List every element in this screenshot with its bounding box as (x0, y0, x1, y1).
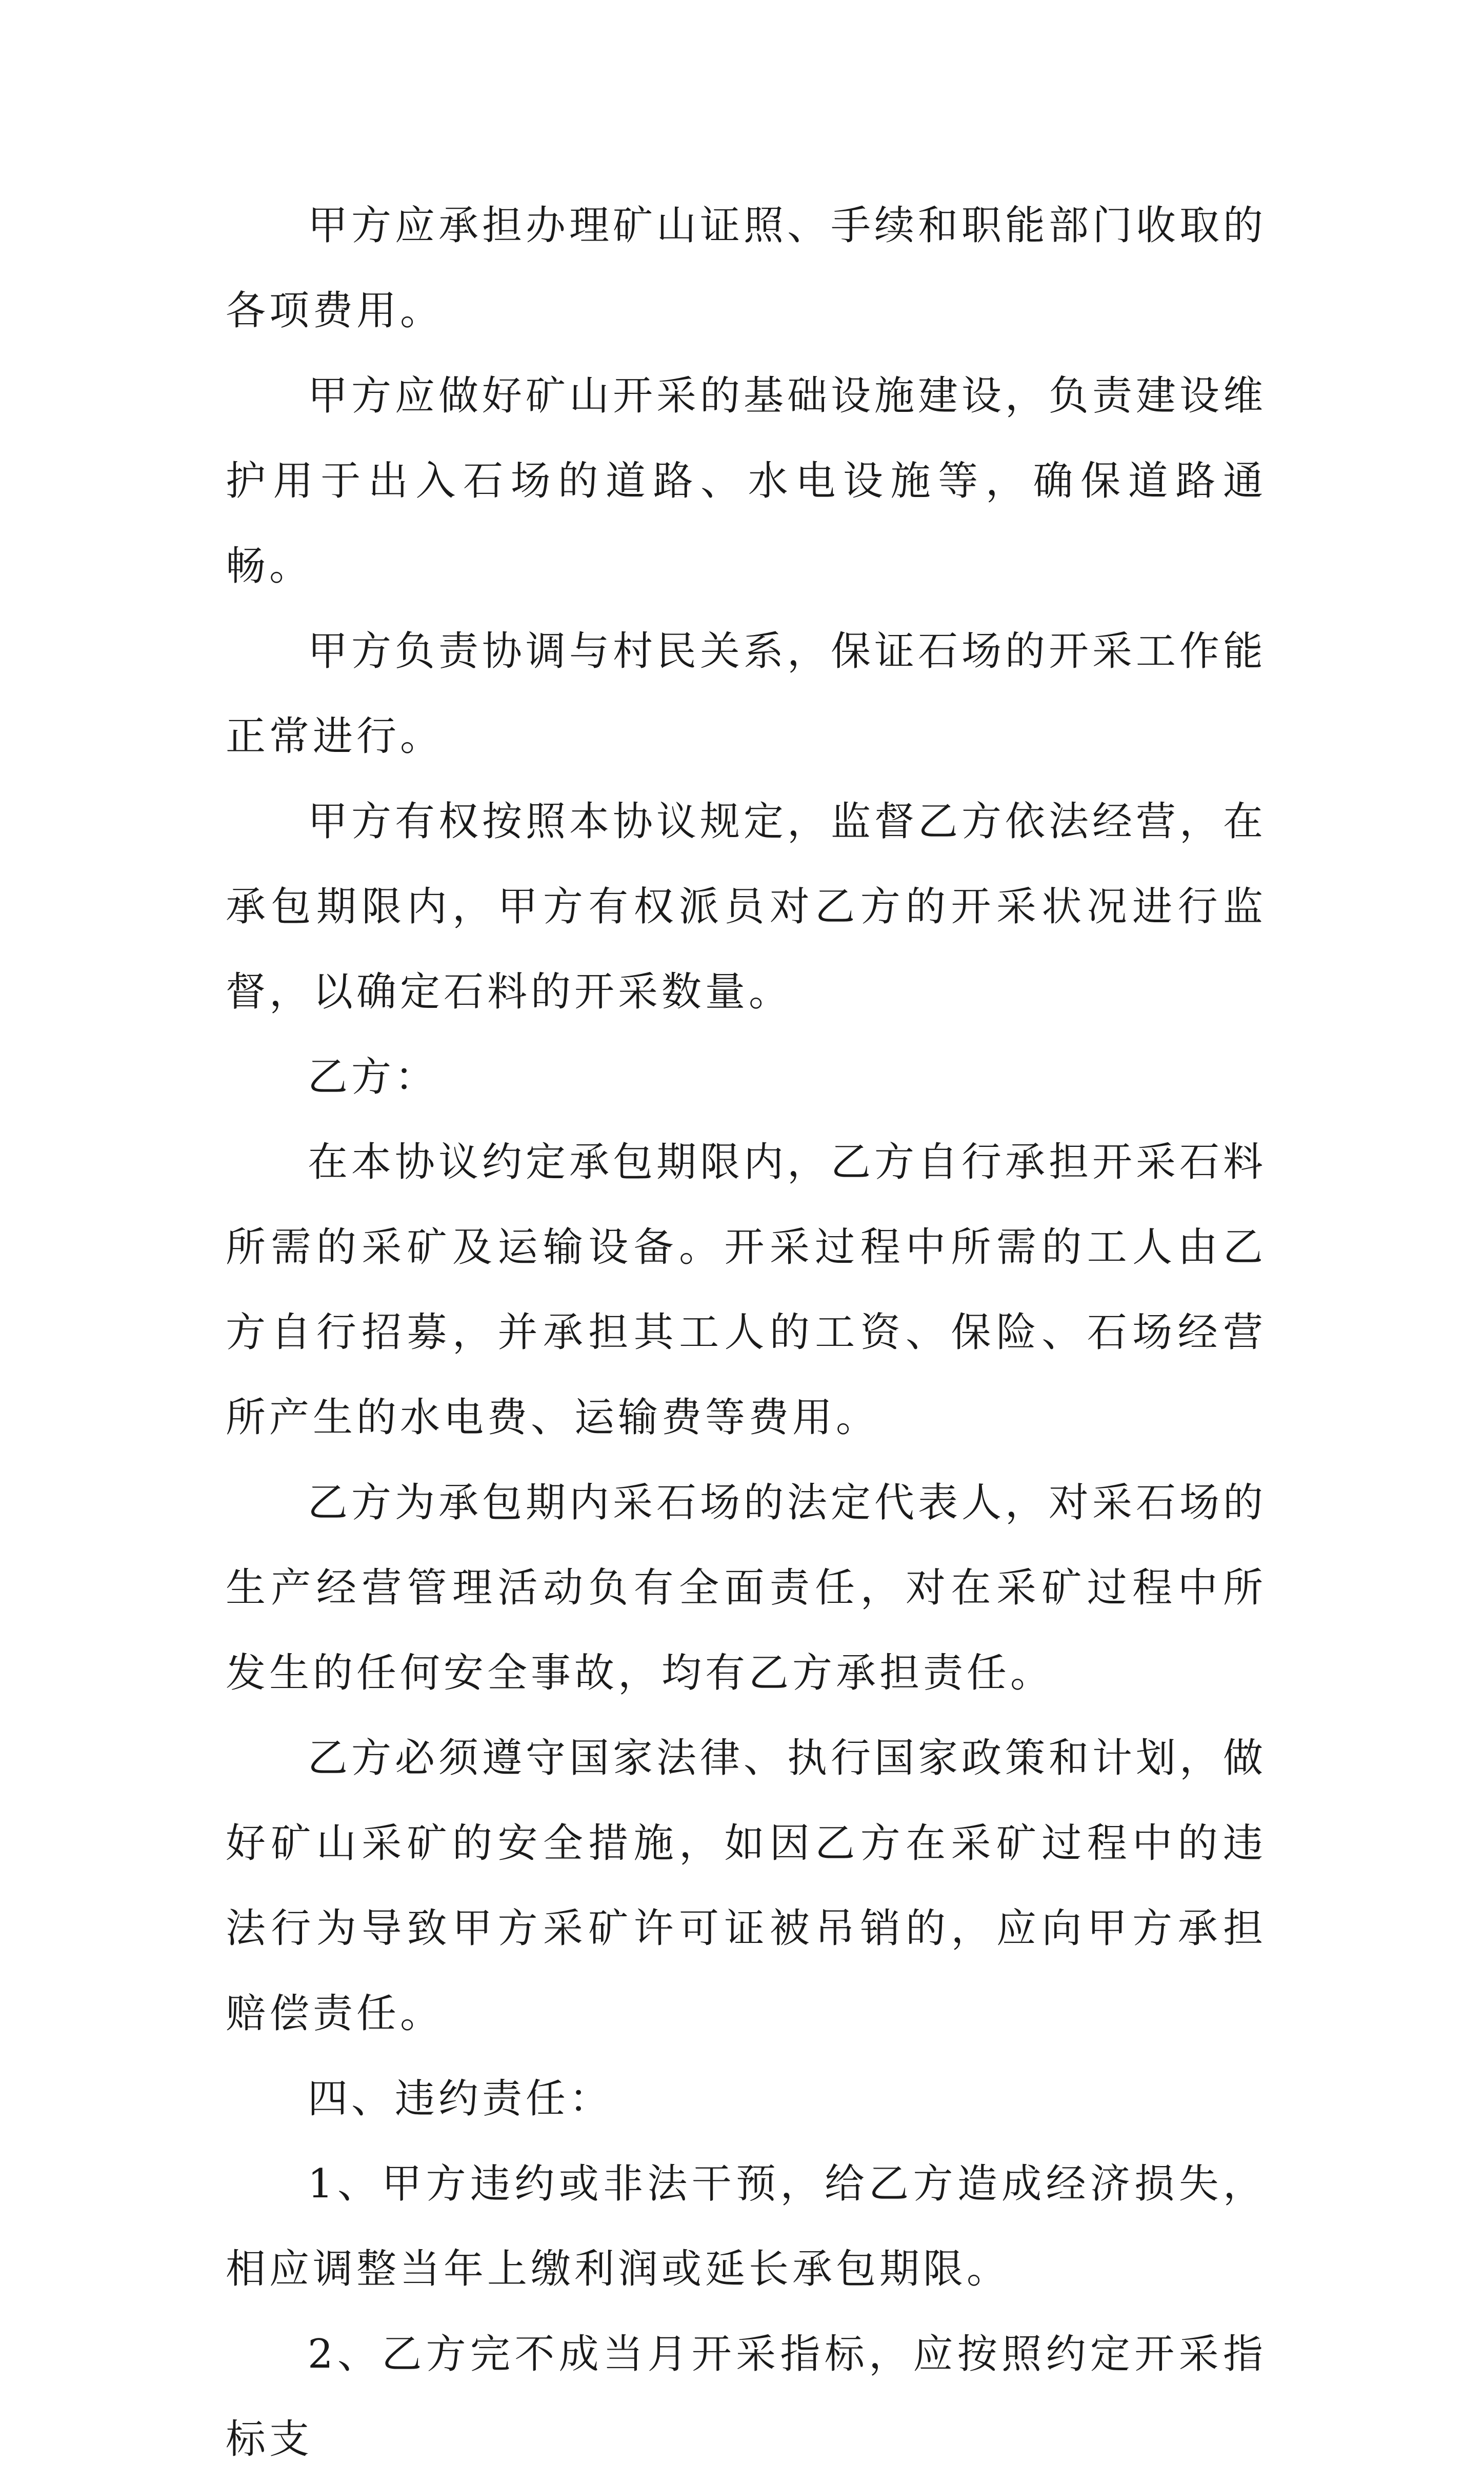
document-page (226, 183, 1267, 2482)
paragraph-10: 1、甲方违约或非法干预，给乙方造成经济损失，相应调整当年上缴利润或延长承包期限。 (226, 2161, 1267, 2292)
paragraph-7: 乙方为承包期内采石场的法定代表人，对采石场的生产经营管理活动负有全面责任，对在采矿过程中所发生的任何安全事故，均有乙方承担责任。 (226, 1480, 1267, 1696)
paragraph-2: 甲方应做好矿山开采的基础设施建设，负责建设维护用于出入石场的道路、水电设施等，确保道路通畅。 (226, 373, 1267, 589)
paragraph-3: 甲方负责协调与村民关系，保证石场的开采工作能正常进行。 (226, 628, 1267, 760)
paragraph-4: 甲方有权按照本协议规定，监督乙方依法经营，在承包期限内，甲方有权派员对乙方的开采状况进行监督，以确定石料的开采数量。 (226, 799, 1267, 1015)
paragraph-1: 甲方应承担办理矿山证照、手续和职能部门收取的各项费用。 (226, 203, 1267, 334)
section-heading-breach: 四、违约责任： (308, 2076, 613, 2122)
paragraph-8: 乙方必须遵守国家法律、执行国家政策和计划，做好矿山采矿的安全措施，如因乙方在采矿过程中的违法行为导致甲方采矿许可证被吊销的，应向甲方承担赔偿责任。 (226, 1735, 1267, 2037)
paragraph-11: 2、乙方完不成当月开采指标，应按照约定开采指标支 (226, 2331, 1267, 2463)
paragraph-6: 在本协议约定承包期限内，乙方自行承担开采石料所需的采矿及运输设备。开采过程中所需的工人由乙方自行招募，并承担其工人的工资、保险、石场经营所产生的水电费、运输费等费用。 (226, 1139, 1267, 1441)
party-b-heading: 乙方： (308, 1054, 439, 1100)
